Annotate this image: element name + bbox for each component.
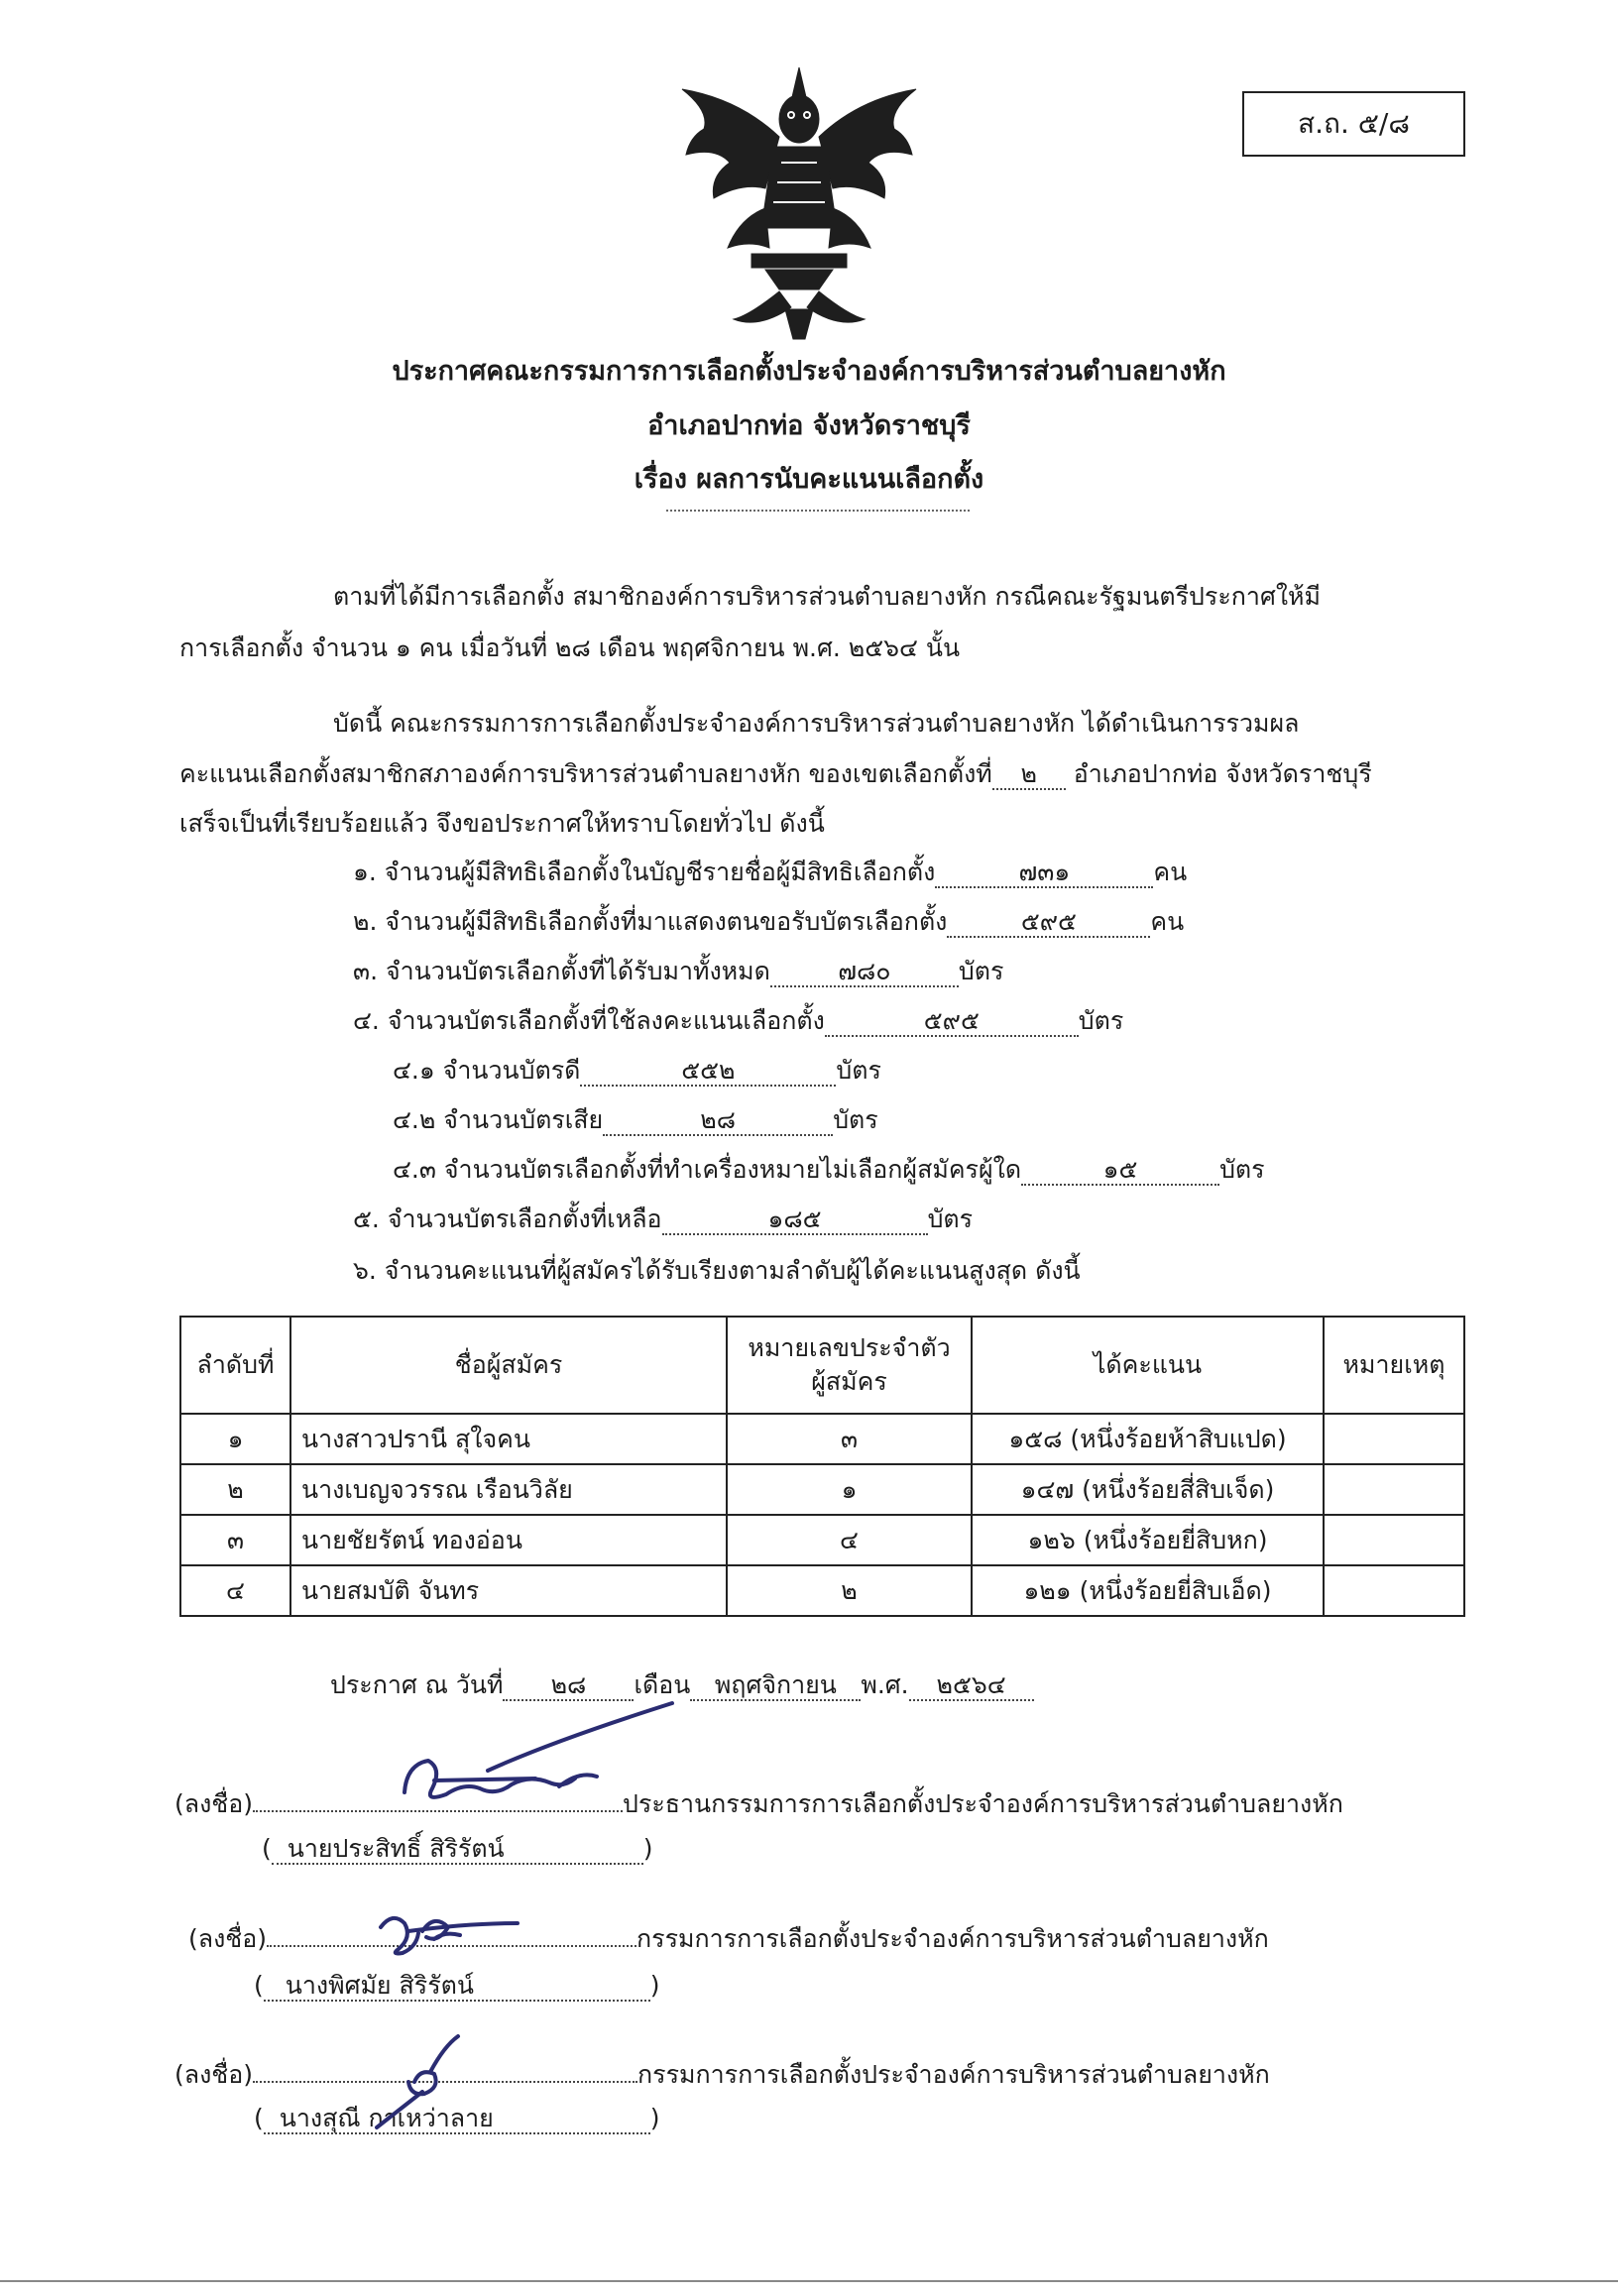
results-table bbox=[179, 1316, 1465, 1617]
cell-remark bbox=[1324, 1414, 1464, 1464]
column-header-name: ชื่อผู้สมัคร bbox=[290, 1317, 727, 1414]
signer-position: กรรมการการเลือกตั้งประจำองค์การบริหารส่วนตำบลยางหัก bbox=[637, 2060, 1270, 2089]
item-value: ๕๙๕ bbox=[947, 908, 1150, 938]
item-value: ๗๓๑ bbox=[935, 859, 1153, 888]
cell-name: นายชัยรัตน์ ทองอ่อน bbox=[290, 1515, 727, 1565]
paragraph-2-line-1: บัดนี้ คณะกรรมการการเลือกตั้งประจำองค์การบริหารส่วนตำบลยางหัก ได้ดำเนินการรวมผล bbox=[333, 709, 1300, 738]
item-label: ๒. จำนวนผู้มีสิทธิเลือกตั้งที่มาแสดงตนขอรับบัตรเลือกตั้ง bbox=[353, 907, 948, 936]
paragraph-2-line-2 bbox=[179, 754, 1372, 794]
item-eligible-voters bbox=[353, 853, 1187, 892]
signer-name-line-chairman bbox=[262, 1834, 653, 1865]
cell-number: ๔ bbox=[727, 1515, 972, 1565]
item-label: ๑. จำนวนผู้มีสิทธิเลือกตั้งในบัญชีรายชื่อผู้มีสิทธิเลือกตั้ง bbox=[353, 858, 936, 886]
garuda-emblem-icon bbox=[670, 59, 928, 347]
cell-rank: ๓ bbox=[180, 1515, 290, 1565]
sign-label: (ลงชื่อ) bbox=[188, 1924, 268, 1953]
item-label: ๔. จำนวนบัตรเลือกตั้งที่ใช้ลงคะแนนเลือกตั้ง bbox=[353, 1006, 825, 1035]
paragraph-2-line-2-text: คะแนนเลือกตั้งสมาชิกสภาองค์การบริหารส่วนตำบลยางหัก ของเขตเลือกตั้งที่ bbox=[179, 759, 992, 788]
item-unit: บัตร bbox=[833, 1105, 878, 1134]
item-value: ๑๘๕ bbox=[662, 1205, 928, 1235]
name-bracket-open: ( bbox=[262, 1834, 272, 1863]
name-bracket-open: ( bbox=[254, 2104, 264, 2132]
column-header-number bbox=[727, 1317, 972, 1414]
item-unit: บัตร bbox=[836, 1056, 881, 1085]
table-row bbox=[180, 1565, 1464, 1616]
cell-name: นางเบญจวรรณ เรือนวิลัย bbox=[290, 1464, 727, 1515]
signer-name: นายประสิทธิ์ สิริรัตน์ bbox=[272, 1835, 643, 1865]
item-unit: บัตร bbox=[958, 957, 1004, 985]
signature-chairman-mark bbox=[385, 1685, 682, 1834]
column-header-number-line-1: หมายเลขประจำตัว bbox=[748, 1333, 951, 1363]
column-header-rank: ลำดับที่ bbox=[180, 1317, 290, 1414]
item-value: ๒๘ bbox=[603, 1106, 833, 1136]
name-bracket-close: ) bbox=[649, 1971, 660, 2000]
date-year-label: พ.ศ. bbox=[861, 1670, 909, 1699]
table-row bbox=[180, 1414, 1464, 1464]
item-value: ๑๕ bbox=[1021, 1156, 1219, 1186]
paragraph-2-line-2-district: อำเภอปากท่อ จังหวัดราชบุรี bbox=[1073, 759, 1372, 788]
cell-rank: ๑ bbox=[180, 1414, 290, 1464]
cell-name: นายสมบัติ จันทร bbox=[290, 1565, 727, 1616]
item-value: ๗๘๐ bbox=[770, 958, 959, 987]
page-bottom-edge bbox=[0, 2280, 1618, 2282]
item-label: ๓. จำนวนบัตรเลือกตั้งที่ได้รับมาทั้งหมด bbox=[353, 957, 770, 985]
signature-line-member-1 bbox=[188, 1919, 1269, 1959]
cell-score: ๑๒๖ (หนึ่งร้อยยี่สิบหก) bbox=[972, 1515, 1324, 1565]
sign-label: (ลงชื่อ) bbox=[174, 1789, 254, 1818]
table-row bbox=[180, 1515, 1464, 1565]
name-bracket-open: ( bbox=[254, 1971, 264, 2000]
item-unit: บัตร bbox=[1219, 1155, 1265, 1184]
item-label: ๔.๑ จำนวนบัตรดี bbox=[393, 1056, 581, 1085]
name-bracket-close: ) bbox=[642, 1834, 653, 1863]
cell-name: นางสาวปรานี สุใจคน bbox=[290, 1414, 727, 1464]
date-day: ๒๘ bbox=[503, 1671, 634, 1701]
announcement-subject: เรื่อง ผลการนับคะแนนเลือกตั้ง bbox=[634, 464, 984, 495]
electoral-zone-value: ๒ bbox=[992, 760, 1066, 790]
announcement-district: อำเภอปากท่อ จังหวัดราชบุรี bbox=[647, 410, 971, 441]
paragraph-1-line-1: ตามที่ได้มีการเลือกตั้ง สมาชิกองค์การบริหารส่วนตำบลยางหัก กรณีคณะรัฐมนตรีประกาศให้มี bbox=[333, 582, 1321, 611]
signer-position: ประธานกรรมการการเลือกตั้งประจำองค์การบริหารส่วนตำบลยางหัก bbox=[623, 1789, 1343, 1818]
date-year: ๒๕๖๔ bbox=[909, 1671, 1034, 1701]
cell-score: ๑๒๑ (หนึ่งร้อยยี่สิบเอ็ด) bbox=[972, 1565, 1324, 1616]
item-label: ๔.๓ จำนวนบัตรเลือกตั้งที่ทำเครื่องหมายไม่เลือกผู้สมัครผู้ใด bbox=[393, 1155, 1022, 1184]
sign-label: (ลงชื่อ) bbox=[174, 2060, 254, 2089]
cell-score: ๑๕๘ (หนึ่งร้อยห้าสิบแปด) bbox=[972, 1414, 1324, 1464]
cell-remark bbox=[1324, 1464, 1464, 1515]
cell-rank: ๔ bbox=[180, 1565, 290, 1616]
item-unit: คน bbox=[1150, 907, 1185, 936]
column-header-number-line-2: ผู้สมัคร bbox=[811, 1367, 887, 1396]
item-label: ๔.๒ จำนวนบัตรเสีย bbox=[393, 1105, 604, 1134]
signer-name: นางพิศมัย สิริรัตน์ bbox=[264, 1972, 650, 2002]
item-good-ballots bbox=[393, 1051, 881, 1091]
cell-number: ๓ bbox=[727, 1414, 972, 1464]
cell-score: ๑๔๗ (หนึ่งร้อยสี่สิบเจ็ด) bbox=[972, 1464, 1324, 1515]
cell-remark bbox=[1324, 1565, 1464, 1616]
paragraph-2-line-3: เสร็จเป็นที่เรียบร้อยแล้ว จึงขอประกาศให้ทราบโดยทั่วไป ดังนี้ bbox=[179, 809, 825, 838]
cell-number: ๒ bbox=[727, 1565, 972, 1616]
cell-rank: ๒ bbox=[180, 1464, 290, 1515]
date-prefix: ประกาศ ณ วันที่ bbox=[330, 1670, 504, 1699]
signature-member-2-mark bbox=[337, 2022, 496, 2131]
item-voters-present bbox=[353, 902, 1184, 942]
column-header-remark: หมายเหตุ bbox=[1324, 1317, 1464, 1414]
item-remaining-ballots bbox=[353, 1200, 973, 1239]
cell-number: ๑ bbox=[727, 1464, 972, 1515]
item-spoiled-ballots bbox=[393, 1100, 878, 1140]
item-label: ๕. จำนวนบัตรเลือกตั้งที่เหลือ bbox=[353, 1205, 662, 1233]
date-month: พฤศจิกายน bbox=[690, 1671, 861, 1701]
item-unit: บัตร bbox=[1078, 1006, 1124, 1035]
item-value: ๕๙๕ bbox=[825, 1007, 1079, 1037]
item-value: ๕๕๒ bbox=[580, 1057, 836, 1087]
date-month-label: เดือน bbox=[634, 1670, 691, 1699]
signer-position: กรรมการการเลือกตั้งประจำองค์การบริหารส่วนตำบลยางหัก bbox=[636, 1924, 1269, 1953]
cell-remark bbox=[1324, 1515, 1464, 1565]
signature-line-chairman bbox=[174, 1784, 1343, 1824]
item-unit: บัตร bbox=[927, 1205, 974, 1233]
column-header-score: ได้คะแนน bbox=[972, 1317, 1324, 1414]
table-header-row bbox=[180, 1317, 1464, 1414]
announcement-title: ประกาศคณะกรรมการการเลือกตั้งประจำองค์การบริหารส่วนตำบลยางหัก bbox=[392, 356, 1226, 387]
item-ballots-used bbox=[353, 1001, 1123, 1041]
item-ballots-received bbox=[353, 952, 1003, 991]
item-no-vote-ballots bbox=[393, 1150, 1265, 1190]
name-bracket-close: ) bbox=[649, 2104, 660, 2132]
form-code: ส.ถ. ๕/๘ bbox=[1242, 91, 1465, 157]
table-row bbox=[180, 1464, 1464, 1515]
paragraph-1-line-2: การเลือกตั้ง จำนวน ๑ คน เมื่อวันที่ ๒๘ เดือน พฤศจิกายน พ.ศ. ๒๕๖๔ นั้น bbox=[179, 633, 961, 662]
heading-divider bbox=[666, 510, 970, 512]
item-candidate-scores: ๖. จำนวนคะแนนที่ผู้สมัครได้รับเรียงตามลำดับผู้ได้คะแนนสูงสุด ดังนี้ bbox=[353, 1256, 1081, 1285]
signer-name: นางสุณี กาเหว่าลาย bbox=[264, 2105, 650, 2134]
item-unit: คน bbox=[1153, 858, 1188, 886]
signature-member-1-mark bbox=[369, 1897, 547, 1977]
